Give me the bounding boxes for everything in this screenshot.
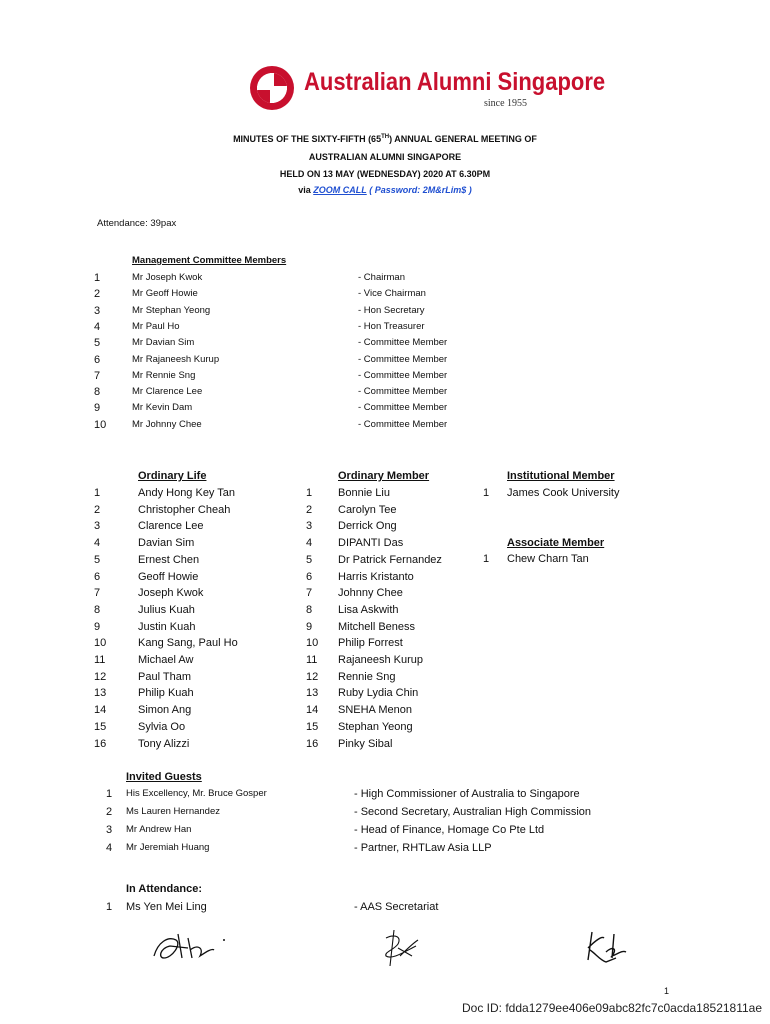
list-item-number: 1 (306, 487, 313, 499)
list-item-name: Mr Stephan Yeong (132, 304, 211, 316)
list-item-name: Mr Paul Ho (132, 320, 180, 332)
list-item-role: - Committee Member (358, 402, 448, 414)
title-line-2: AUSTRALIAN ALUMNI SINGAPORE (308, 152, 462, 162)
logo-name: Australian Alumni Singapore (304, 68, 606, 96)
list-item-number: 4 (106, 842, 113, 854)
list-item-number: 14 (94, 704, 107, 717)
list-item-name: Julius Kuah (138, 603, 195, 616)
signature-2 (376, 926, 426, 970)
list-item-number: 3 (94, 304, 101, 317)
list-item-number: 2 (94, 288, 101, 301)
list-item-number: 3 (106, 824, 113, 836)
list-item-number: 4 (306, 537, 313, 550)
list-item-name: Justin Kuah (138, 620, 196, 633)
in-attendance-heading: In Attendance: (126, 883, 202, 895)
list-item-role: - Vice Chairman (358, 288, 426, 300)
signature-1 (148, 928, 232, 964)
list-item-name: Ms Yen Mei Ling (126, 901, 207, 913)
list-item-number: 12 (306, 670, 319, 683)
list-item-name: Chew Charn Tan (507, 553, 589, 565)
list-item-number: 9 (94, 620, 101, 633)
list-item-role: - AAS Secretariat (354, 901, 439, 913)
list-item-name: Kang Sang, Paul Ho (138, 637, 238, 650)
list-item-number: 1 (483, 553, 490, 565)
list-item-number: 14 (306, 704, 319, 717)
list-item-number: 6 (306, 570, 313, 583)
ordinary-member-heading: Ordinary Member (338, 470, 430, 482)
list-item-role: - Committee Member (358, 369, 448, 381)
list-item-name: Pinky Sibal (338, 737, 393, 750)
logo-since: since 1955 (484, 98, 528, 109)
list-item-name: Geoff Howie (138, 570, 199, 583)
title-line-1: MINUTES OF THE SIXTY-FIFTH (65TH) ANNUAL GENERAL MEETING OF (233, 134, 537, 144)
list-item-name: His Excellency, Mr. Bruce Gosper (126, 788, 267, 799)
list-item-number: 4 (94, 320, 101, 333)
list-item-number: 7 (94, 369, 101, 382)
list-item-role: - Chairman (358, 272, 405, 283)
list-item-role: - Second Secretary, Australian High Commission (354, 806, 592, 818)
list-item-number: 8 (94, 603, 101, 616)
list-item-number: 9 (94, 402, 101, 415)
list-item-number: 12 (94, 670, 107, 683)
list-item-name: James Cook University (507, 487, 620, 499)
list-item-name: Clarence Lee (138, 520, 204, 533)
list-item-role: - Committee Member (358, 353, 448, 365)
list-item-number: 1 (106, 901, 113, 913)
list-item-name: Sylvia Oo (138, 720, 186, 733)
list-item-name: Davian Sim (138, 537, 195, 550)
institutional-member-heading: Institutional Member (507, 470, 615, 482)
list-item-number: 5 (94, 553, 101, 566)
list-item-number: 1 (483, 487, 490, 499)
list-item-name: Mr Davian Sim (132, 337, 195, 349)
list-item-role: - Committee Member (358, 386, 448, 398)
list-item-name: Mr Joseph Kwok (132, 272, 203, 283)
list-item-name: Lisa Askwith (338, 603, 399, 616)
list-item-name: Philip Kuah (138, 687, 194, 700)
list-item-name: Ms Lauren Hernandez (126, 806, 220, 817)
list-item-number: 10 (94, 637, 107, 650)
list-item-number: 13 (94, 687, 107, 700)
list-item-name: Simon Ang (138, 704, 192, 717)
list-item-name: Ernest Chen (138, 553, 200, 566)
list-item-number: 1 (106, 788, 113, 800)
list-item-number: 5 (94, 337, 101, 350)
list-item-number: 5 (306, 553, 313, 566)
list-item-name: Mr Jeremiah Huang (126, 842, 210, 853)
list-item-name: Mr Rajaneesh Kurup (132, 353, 220, 365)
list-item-name: Philip Forrest (338, 637, 403, 650)
logo-circle-icon (248, 64, 296, 112)
list-item-name: Mr Rennie Sng (132, 369, 196, 381)
list-item-name: Harris Kristanto (338, 570, 414, 583)
list-item-number: 9 (306, 620, 313, 633)
invited-guests-heading: Invited Guests (126, 771, 202, 783)
list-item-name: Andy Hong Key Tan (138, 487, 236, 499)
logo (248, 62, 606, 112)
list-item-role: - Hon Treasurer (358, 320, 425, 332)
zoom-password: ( Password: 2M&rLim$ ) (369, 185, 472, 195)
ordinary-life-heading: Ordinary Life (138, 470, 207, 482)
list-item-name: Joseph Kwok (138, 587, 204, 600)
list-item-name: Christopher Cheah (138, 503, 231, 516)
list-item-number: 4 (94, 537, 101, 550)
list-item-role: - Committee Member (358, 337, 448, 349)
signature-3 (582, 928, 634, 968)
list-item-number: 13 (306, 687, 319, 700)
list-item-number: 15 (94, 720, 107, 733)
list-item-name: Mitchell Beness (338, 620, 416, 633)
list-item-number: 8 (94, 386, 101, 399)
list-item-name: Dr Patrick Fernandez (338, 553, 442, 566)
list-item-number: 2 (306, 503, 313, 516)
list-item-number: 11 (94, 654, 106, 666)
list-item-number: 1 (94, 272, 101, 284)
list-item-number: 2 (94, 503, 101, 516)
list-item-role: - Partner, RHTLaw Asia LLP (354, 842, 492, 854)
title-line-4: via ZOOM CALL ( Password: 2M&rLim$ ) (298, 185, 472, 195)
attendance-count: Attendance: 39pax (97, 218, 177, 229)
management-heading: Management Committee Members (132, 255, 287, 266)
list-item-number: 7 (306, 587, 313, 600)
list-item-name: Mr Andrew Han (126, 824, 192, 835)
list-item-number: 6 (94, 570, 101, 583)
list-item-name: Michael Aw (138, 654, 194, 666)
list-item-name: Ruby Lydia Chin (338, 687, 419, 700)
list-item-number: 15 (306, 720, 319, 733)
list-item-number: 3 (306, 520, 313, 533)
list-item-number: 8 (306, 603, 313, 616)
list-item-number: 16 (94, 737, 107, 750)
list-item-number: 3 (94, 520, 101, 533)
list-item-number: 2 (106, 806, 113, 818)
list-item-role: - Head of Finance, Homage Co Pte Ltd (354, 824, 545, 836)
list-item-role: - Hon Secretary (358, 304, 425, 316)
list-item-name: Rennie Sng (338, 670, 396, 683)
list-item-name: Tony Alizzi (138, 737, 190, 750)
list-item-number: 10 (306, 637, 319, 650)
list-item-name: Mr Geoff Howie (132, 288, 198, 300)
associate-member-heading: Associate Member (507, 537, 605, 549)
list-item-name: Stephan Yeong (338, 720, 413, 733)
list-item-number: 1 (94, 487, 101, 499)
list-item-name: Bonnie Liu (338, 487, 390, 499)
list-item-number: 7 (94, 587, 101, 600)
zoom-call-link[interactable]: ZOOM CALL (313, 185, 367, 195)
list-item-number: 16 (306, 737, 319, 750)
title-line-3: HELD ON 13 MAY (WEDNESDAY) 2020 AT 6.30PM (279, 169, 491, 179)
page-number: 1 (664, 986, 670, 996)
list-item-name: Rajaneesh Kurup (338, 654, 424, 666)
list-item-name: Derrick Ong (338, 520, 397, 533)
list-item-number: 6 (94, 353, 101, 366)
list-item-name: SNEHA Menon (338, 704, 412, 717)
list-item-number: 10 (94, 418, 107, 431)
list-item-number: 11 (306, 654, 318, 666)
list-item-name: Paul Tham (138, 670, 191, 683)
doc-id: Doc ID: fdda1279ee406e09abc82fc7c0acda18521811ae (462, 1001, 763, 1015)
list-item-name: Johnny Chee (338, 587, 403, 600)
list-item-name: DIPANTI Das (338, 537, 404, 550)
list-item-name: Mr Clarence Lee (132, 386, 203, 398)
list-item-role: - High Commissioner of Australia to Singapore (354, 788, 580, 800)
list-item-name: Carolyn Tee (338, 503, 397, 516)
list-item-role: - Committee Member (358, 418, 448, 430)
list-item-name: Mr Kevin Dam (132, 402, 193, 414)
list-item-name: Mr Johnny Chee (132, 418, 202, 430)
